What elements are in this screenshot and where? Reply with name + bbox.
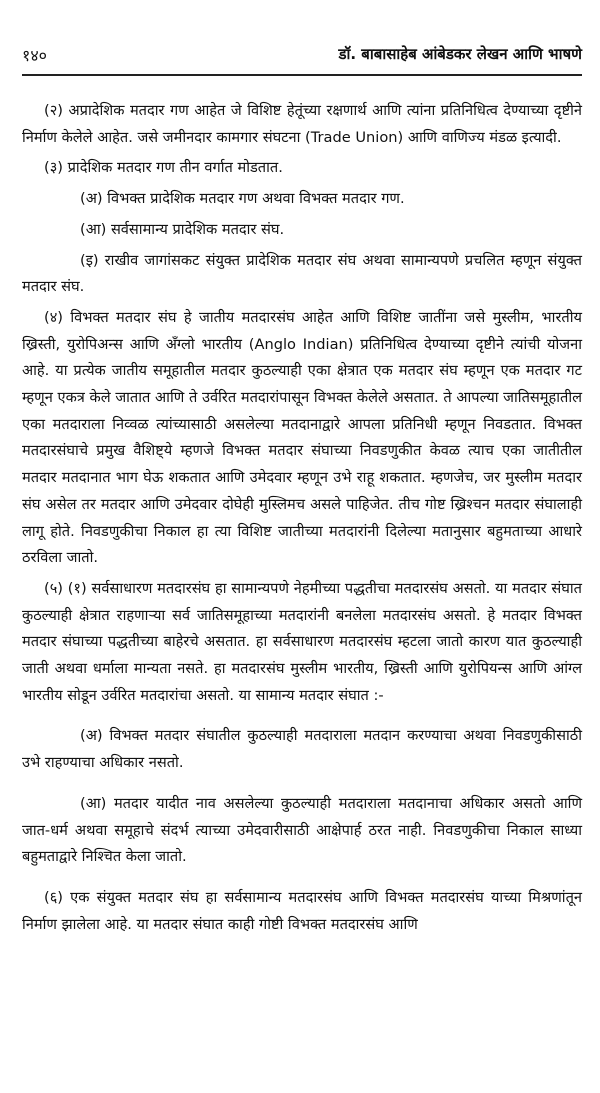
paragraph-5a: (अ) विभक्त मतदार संघातील कुठल्याही मतदाराला मतदान करण्याचा अथवा निवडणुकीसाठी उभे राहण्याचा अधिकार नसतो. xyxy=(22,727,582,772)
paragraph-2: (२) अप्रादेशिक मतदार गण आहेत जे विशिष्ट हेतूंच्या रक्षणार्थ आणि त्यांना प्रतिनिधित्व देण्याच्या दृष्टीने निर्माण केलेले आहेत. जसे जमीनदार कामगार संघटना (Trade Union) आणि वाणिज्य मंडळ इत्यादी. xyxy=(22,102,582,146)
paragraph-5b: (आ) मतदार यादीत नाव असलेल्या कुठल्याही मतदाराला मतदानाचा अधिकार असतो आणि जात-धर्म अथवा समूहाचे संदर्भ त्याच्या उमेदवारीसाठी आक्षेपार्ह ठरत नाही. निवडणुकीचा निकाल साध्या बहुमताद्वारे निश्चित केला जातो. xyxy=(22,794,582,866)
running-title: डॉ. बाबासाहेब आंबेडकर लेखन आणि भाषणे xyxy=(338,45,582,63)
page-number: १४० xyxy=(22,46,47,65)
paragraph-3b: (आ) सर्वसामान्य प्रादेशिक मतदार संघ. xyxy=(80,220,285,238)
paragraph-3a: (अ) विभक्त प्रादेशिक मतदार गण अथवा विभक्त मतदार गण. xyxy=(80,190,405,208)
paragraph-6: (६) एक संयुक्त मतदार संघ हा सर्वसामान्य मतदारसंघ आणि विभक्त मतदारसंघ याच्या मिश्रणांतून निर्माण झालेला आहे. या मतदार संघात काही गोष्टी विभक्त मतदारसंघ आणि xyxy=(22,888,582,933)
header-rule xyxy=(22,74,582,76)
page-header xyxy=(22,44,582,72)
paragraph-3c: (इ) राखीव जागांसकट संयुक्त प्रादेशिक मतदार संघ अथवा सामान्यपणे प्रचलित म्हणून संयुक्त मतदार संघ. xyxy=(22,251,582,296)
body-text xyxy=(22,98,582,944)
paragraph-5: (५) (१) सर्वसाधारण मतदारसंघ हा सामान्यपणे नेहमीच्या पद्धतीचा मतदारसंघ असतो. या मतदार संघात कुठल्याही क्षेत्रात राहणाऱ्या सर्व जातिसमूहाच्या मतदारांनी बनलेला मतदारसंघ असतो. हे मतदार विभक्त मतदार संघाच्या पद्धतीच्या बाहेरचे असतात. हा सर्वसाधारण मतदारसंघ म्हटला जातो कारण यात कुठल्याही जाती अथवा धर्माला मान्यता नसते. हा मतदारसंघ मुस्लीम भारतीय, ख्रिस्ती आणि युरोपियन्स आणि आंग्ल भारतीय सोडून उर्वरित मतदारांचा असतो. या सामान्य मतदार संघात :- xyxy=(22,579,582,704)
paragraph-4: (४) विभक्त मतदार संघ हे जातीय मतदारसंघ आहेत आणि विशिष्ट जातींना जसे मुस्लीम, भारतीय ख्रिस्ती, युरोपिअन्स आणि अँग्लो भारतीय (Anglo Indian) प्रतिनिधित्व देण्याच्या दृष्टीने त्यांची योजना आहे. या प्रत्येक जातीय समूहातील मतदार कुठल्याही एका क्षेत्रात एक मतदार संघ म्हणून एक मतदार गट म्हणून एकत्र केले जातात आणि ते उर्वरित मतदारांपासून विभक्त केलेले असतात. ते आपल्या जातिसमूहातील एका मतदाराला निव्वळ त्यांच्यासाठी असलेल्या मतदानाद्वारे आपला प्रतिनिधी म्हणून निवडतात. विभक्त मतदारसंघाचे प्रमुख वैशिष्ट्ये म्हणजे विभक्त मतदार संघाच्या निवडणुकीत केवळ त्याच एका जातीतील मतदार मतदानात भाग घेऊ शकतात आणि उमेदवार म्हणून उभे राहू शकतात. म्हणजेच, जर मुस्लीम मतदार संघ असेल तर मतदार आणि उमेदवार दोघेही मुस्लिमच असले पाहिजेत. तीच गोष्ट ख्रिश्चन मतदार संघालाही लागू होते. निवडणुकीचा निकाल हा त्या विशिष्ट जातीच्या मतदारांनी दिलेल्या मतानुसार बहुमताच्या आधारे ठरविला जातो. xyxy=(22,308,582,567)
paragraph-3: (३) प्रादेशिक मतदार गण तीन वर्गात मोडतात. xyxy=(44,159,283,177)
